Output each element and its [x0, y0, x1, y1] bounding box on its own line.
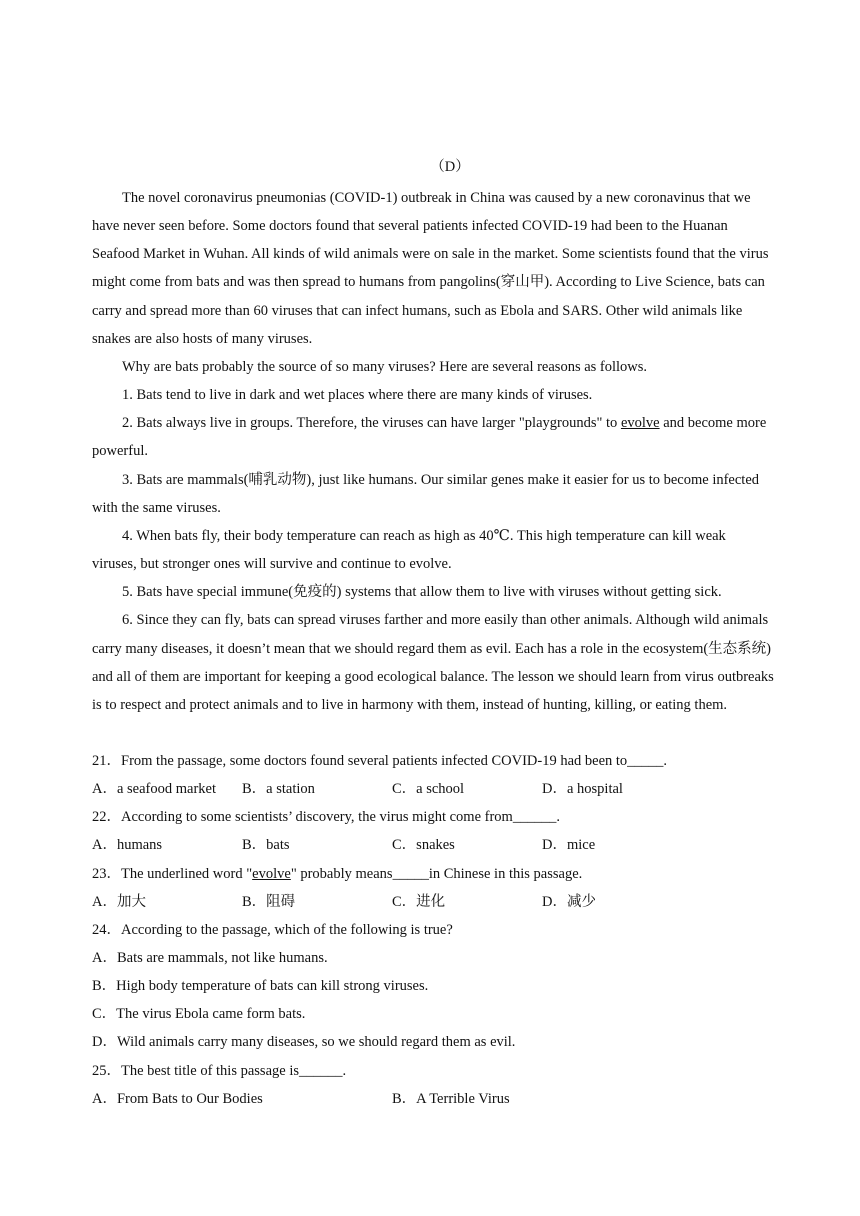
paragraph-reason-6: 6. Since they can fly, bats can spread viruses farther and more easily than other animals. Although wild animals carry many diseases, it doesn’t mean that we should regard them as evil. Each has a role in the ecosystem(生态系统) and all of them are important for keeping a good ecological balance. The lesson we should learn from virus outbreaks is to respect and protect animals and to live in harmony with them, instead of hunting, killing, or eating them. [92, 612, 774, 713]
paragraph-question: Why are bats probably the source of so many viruses? Here are several reasons as follows. [122, 358, 648, 375]
underlined-word: evolve [252, 865, 291, 882]
reading-passage [92, 184, 774, 719]
paragraph-reason-1: 1. Bats tend to live in dark and wet places where there are many kinds of viruses. [122, 387, 593, 404]
paragraph-reason-5: 5. Bats have special immune(免疫的) systems that allow them to live with viruses without getting sick. [122, 584, 722, 601]
option-d: D．a hospital [542, 781, 623, 798]
option-d: D．减少 [542, 893, 596, 910]
question-23-options [92, 888, 792, 916]
option-b: B．a station [242, 781, 315, 798]
question-22-stem: 22．According to some scientists’ discovery, the virus might come from______. [92, 809, 560, 826]
question-list [92, 747, 792, 1113]
option-c: C．进化 [392, 893, 446, 910]
paragraph-reason-3: 3. Bats are mammals(哺乳动物), just like humans. Our similar genes make it easier for us to become infected with the same viruses. [92, 471, 760, 516]
paragraph-reason-4: 4. When bats fly, their body temperature can reach as high as 40℃. This high temperature can kill weak viruses, but stronger ones will survive and continue to evolve. [92, 527, 726, 573]
question-23-stem [92, 860, 792, 888]
question-21-stem: 21．From the passage, some doctors found several patients infected COVID-19 had been to_____. [92, 753, 668, 769]
question-25-options [92, 1085, 792, 1113]
paragraph-intro: The novel coronavirus pneumonias (COVID-1) outbreak in China was caused by a new coronavinus that we have never seen before. Some doctors found that several patients infected COVID-19 had been to the Huanan Seafood Market in Wuhan. All kinds of wild animals were on sale in the market. Some scientists found that the virus might come from bats and was then spread to humans from pangolins(穿山甲). According to Live Science, bats can carry and spread more than 60 viruses that can infect humans, such as Ebola and SARS. Other wild animals like snakes are also hosts of many viruses. [92, 190, 769, 347]
underlined-word: evolve [620, 415, 660, 432]
paragraph-reason-2 [92, 409, 774, 465]
reason-2-text-after: and become more powerful. [92, 415, 767, 460]
option-a: A．a seafood market [92, 781, 217, 798]
question-25-stem: 25．The best title of this passage is______. [92, 1062, 347, 1079]
option-a: A．加大 [92, 893, 146, 910]
option-a: A．Bats are mammals, not like humans. [92, 949, 328, 966]
question-21-options [92, 775, 792, 803]
option-b: B．阻碍 [242, 893, 296, 910]
question-24-stem: 24．According to the passage, which of the following is true? [92, 921, 453, 938]
question-22-options [92, 831, 792, 859]
section-heading: （D） [430, 159, 470, 175]
option-a: A．From Bats to Our Bodies [92, 1090, 263, 1107]
option-b: B．A Terrible Virus [392, 1090, 510, 1107]
option-d: D．Wild animals carry many diseases, so we should regard them as evil. [92, 1034, 516, 1051]
option-c: C．The virus Ebola came form bats. [92, 1006, 306, 1023]
question-23-text-after: " probably means_____in Chinese in this passage. [290, 865, 583, 882]
option-c: C．a school [392, 781, 465, 798]
reason-2-text-before: 2. Bats always live in groups. Therefore, the viruses can have larger "playgrounds" to [122, 415, 621, 432]
option-b: B．bats [242, 837, 290, 854]
option-b: B．High body temperature of bats can kill strong viruses. [92, 978, 429, 995]
option-a: A．humans [92, 837, 163, 854]
option-d: D．mice [542, 837, 596, 854]
option-c: C．snakes [392, 837, 455, 854]
question-23-text-before: 23．The underlined word " [92, 865, 253, 882]
